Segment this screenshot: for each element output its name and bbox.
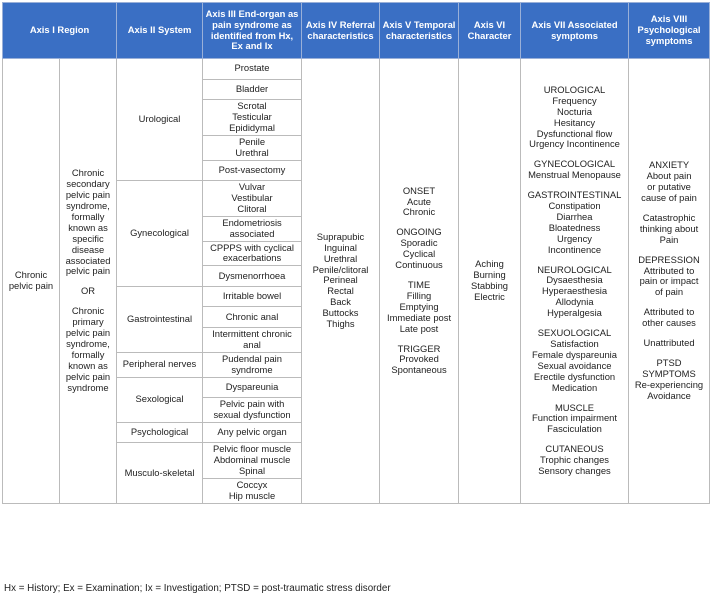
- text-line: Nocturia: [557, 105, 592, 117]
- text-line: Fasciculation: [547, 423, 602, 435]
- text-line: Menstrual Menopause: [528, 169, 621, 181]
- system-gastrointestinal: Gastrointestinal: [117, 286, 203, 352]
- text-line: CUTANEOUS: [545, 443, 604, 455]
- text-line: Immediate post: [386, 311, 452, 323]
- text-line: Diarrhea: [556, 210, 593, 222]
- text-line: Scrotal: [237, 100, 267, 111]
- organ-bladder: Bladder: [203, 79, 302, 100]
- text-line: Spinal: [238, 465, 266, 477]
- region-types: [60, 59, 117, 504]
- header-axis4: Axis IV Referral characteristics: [302, 3, 380, 59]
- text-line: Late post: [399, 322, 439, 334]
- text-line: Burning: [473, 269, 506, 281]
- text-line: Inguinal: [324, 241, 357, 253]
- region-primary: Chronic primary pelvic pain syndrome, formally known as pelvic pain syndrome: [65, 305, 111, 393]
- organ-any-pelvic: Any pelvic organ: [203, 422, 302, 443]
- text-line: Testicular: [232, 110, 272, 122]
- text-line: Urgency Incontinence: [529, 138, 620, 150]
- header-axis8: Axis VIII Psychological symptoms: [629, 3, 710, 59]
- text-line: ONSET: [402, 184, 436, 196]
- organ-penile: [203, 135, 302, 160]
- organ-sexual-dysfunction: Pelvic pain with sexual dysfunction: [203, 398, 302, 423]
- text-line: Attributed to: [643, 306, 695, 318]
- text-line: Rectal: [327, 285, 354, 297]
- text-line: Penile: [238, 135, 266, 147]
- text-line: Back: [330, 296, 351, 308]
- text-line: Allodynia: [555, 296, 594, 308]
- system-gynecological: Gynecological: [117, 181, 203, 287]
- text-line: Urethral: [323, 252, 358, 264]
- classification-table: [2, 2, 710, 504]
- text-line: Vestibular: [231, 191, 273, 203]
- text-line: Epididymal: [229, 121, 275, 133]
- text-line: GASTROINTESTINAL: [527, 189, 622, 201]
- text-line: pain or impact: [639, 275, 699, 287]
- text-line: Filling: [406, 289, 432, 301]
- text-line: Female dyspareunia: [532, 348, 617, 360]
- text-line: Coccyx: [236, 479, 268, 491]
- text-line: Hyperalgesia: [547, 307, 602, 319]
- text-line: other causes: [642, 317, 696, 329]
- text-line: Satisfaction: [550, 338, 599, 349]
- text-line: Cyclical: [402, 248, 436, 260]
- text-line: thinking about: [639, 222, 699, 234]
- organ-prostate: Prostate: [203, 59, 302, 80]
- text-line: Function impairment: [532, 412, 617, 424]
- text-line: Chronic: [402, 206, 436, 218]
- text-line: ONGOING: [396, 226, 442, 238]
- system-peripheral-nerves: Peripheral nerves: [117, 352, 203, 377]
- text-line: Frequency: [552, 94, 597, 106]
- header-axis2: Axis II System: [117, 3, 203, 59]
- text-line: Stabbing: [471, 279, 509, 291]
- organ-cppps: CPPPS with cyclical exacerbations: [203, 241, 302, 266]
- text-line: Constipation: [548, 200, 601, 212]
- text-line: GYNECOLOGICAL: [533, 158, 616, 170]
- system-psychological: Psychological: [117, 422, 203, 443]
- text-line: Erectile dysfunction: [533, 370, 616, 382]
- text-line: Urgency: [557, 232, 592, 244]
- text-line: Attributed to: [643, 264, 695, 276]
- text-line: Thighs: [326, 318, 355, 330]
- text-line: Bloatedness: [548, 221, 601, 233]
- text-line: Sexual avoidance: [537, 359, 612, 371]
- text-line: Incontinence: [547, 243, 602, 255]
- text-line: ANXIETY: [648, 159, 690, 171]
- organ-postvasectomy: Post-vasectomy: [203, 160, 302, 181]
- header-axis3: Axis III End-organ as pain syndrome as identified from Hx, Ex and Ix: [203, 3, 302, 59]
- text-line: Trophic changes: [540, 454, 609, 466]
- header-axis7: Axis VII Associated symptoms: [521, 3, 629, 59]
- text-line: cause of pain: [641, 191, 697, 203]
- organ-endometriosis: Endometriosis associated: [203, 216, 302, 241]
- text-line: Catastrophic: [642, 211, 696, 223]
- organ-dyspareunia: Dyspareunia: [203, 377, 302, 398]
- text-line: NEUROLOGICAL: [537, 263, 612, 275]
- text-line: Hip muscle: [228, 489, 276, 501]
- organ-irritable-bowel: Irritable bowel: [203, 286, 302, 307]
- text-line: Spontaneous: [391, 364, 447, 376]
- text-line: Vulvar: [238, 181, 266, 193]
- text-line: SYMPTOMS: [642, 367, 696, 379]
- text-line: Avoidance: [647, 389, 691, 401]
- text-line: Hesitancy: [553, 116, 596, 128]
- character-cell: [459, 59, 521, 504]
- text-line: MUSCLE: [554, 401, 595, 413]
- text-line: About pain: [646, 170, 692, 182]
- header-axis6: Axis VI Character: [459, 3, 521, 59]
- header-axis1: Axis I Region: [3, 3, 117, 59]
- organ-coccyx: [203, 479, 302, 504]
- text-line: Dysaesthesia: [546, 274, 603, 286]
- system-musculoskeletal: Musculo-skeletal: [117, 443, 203, 504]
- text-line: Urethral: [235, 146, 269, 158]
- text-line: Re-experiencing: [634, 378, 704, 390]
- text-line: Acute: [407, 195, 431, 207]
- text-line: PTSD: [656, 356, 682, 368]
- organ-vulvar: [203, 181, 302, 217]
- temporal-cell: [380, 59, 459, 504]
- text-line: Continuous: [395, 259, 443, 271]
- text-line: Penile/clitoral: [312, 263, 369, 275]
- text-line: Unattributed: [643, 337, 695, 349]
- text-line: of pain: [654, 286, 684, 298]
- text-line: Electric: [474, 290, 505, 302]
- text-line: Sporadic: [400, 237, 438, 249]
- text-line: or putative: [647, 181, 691, 193]
- organ-dysmenorrhoea: Dysmenorrhoea: [203, 266, 302, 287]
- text-line: Pain: [659, 233, 679, 245]
- text-line: Pelvic floor muscle: [212, 443, 292, 455]
- text-line: Abdominal muscle: [213, 454, 291, 466]
- text-line: DEPRESSION: [638, 253, 700, 265]
- system-sexological: Sexological: [117, 377, 203, 422]
- organ-intermittent-anal: Intermittent chronic anal: [203, 327, 302, 352]
- text-line: TIME: [407, 278, 431, 290]
- text-line: Sensory changes: [538, 465, 611, 477]
- text-line: Medication: [551, 381, 598, 393]
- text-line: Dysfunctional flow: [536, 127, 613, 139]
- region-main: Chronic pelvic pain: [3, 59, 60, 504]
- organ-chronic-anal: Chronic anal: [203, 307, 302, 328]
- region-or: OR: [80, 285, 96, 297]
- text-line: Suprapubic: [316, 230, 365, 242]
- text-line: TRIGGER: [397, 342, 441, 354]
- text-line: Perineal: [323, 274, 358, 286]
- text-line: Hyperaesthesia: [541, 285, 608, 297]
- text-line: Emptying: [399, 300, 439, 312]
- region-secondary: Chronic secondary pelvic pain syndrome, formally known as specific disease associated pelvic pain: [65, 167, 111, 277]
- text-line: UROLOGICAL: [543, 83, 606, 95]
- text-line: Clitoral: [237, 202, 267, 214]
- psychological-cell: [629, 59, 710, 504]
- associated-cell: [521, 59, 629, 504]
- text-line: Provoked: [399, 353, 439, 365]
- text-line: Aching: [475, 258, 504, 270]
- text-line: Buttocks: [322, 307, 359, 319]
- organ-scrotal: [203, 100, 302, 136]
- system-urological: Urological: [117, 59, 203, 181]
- referral-cell: [302, 59, 380, 504]
- header-axis5: Axis V Temporal characteristics: [380, 3, 459, 59]
- organ-pudendal: Pudendal pain syndrome: [203, 352, 302, 377]
- text-line: SEXUOLOGICAL: [537, 327, 612, 339]
- footnote: Hx = History; Ex = Examination; Ix = Investigation; PTSD = post-traumatic stress disorder: [4, 583, 391, 594]
- organ-muscle: [203, 443, 302, 479]
